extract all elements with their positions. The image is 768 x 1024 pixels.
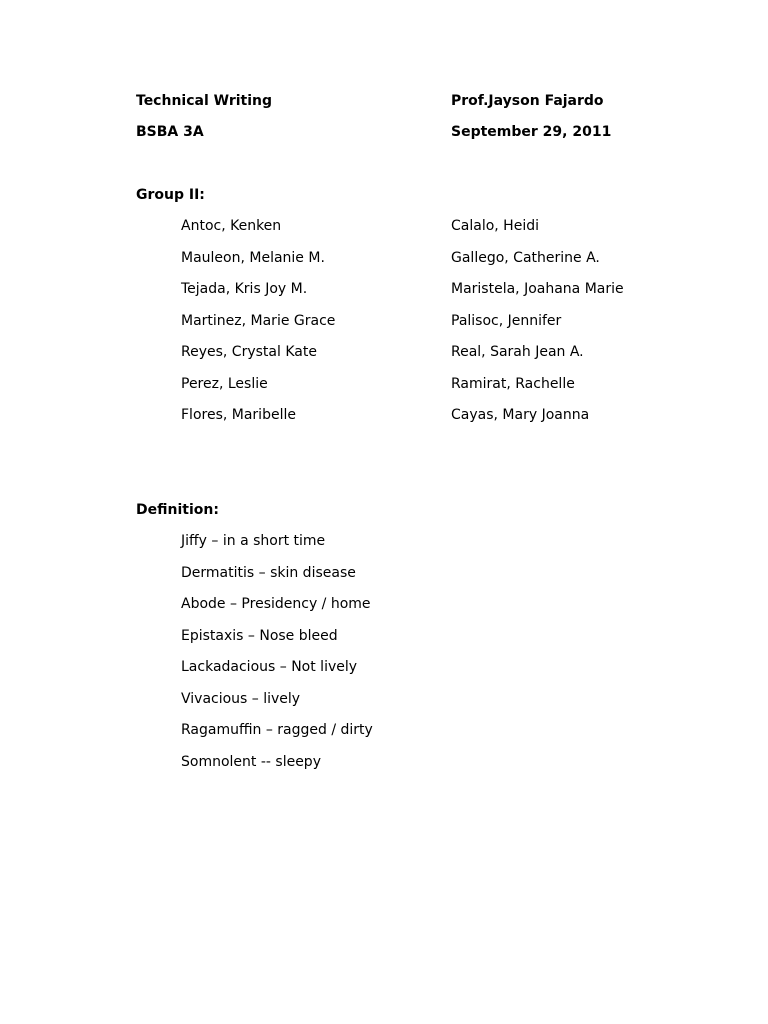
section-label: BSBA 3A: [136, 124, 204, 140]
definition-title: Definition:: [136, 502, 219, 518]
member-name: Palisoc, Jennifer: [451, 313, 562, 329]
definition-item: Lackadacious – Not lively: [181, 659, 358, 675]
definition-item: Jiffy – in a short time: [181, 533, 326, 549]
member-name: Antoc, Kenken: [181, 218, 282, 234]
member-name: Maristela, Joahana Marie: [451, 281, 624, 297]
member-name: Reyes, Crystal Kate: [181, 344, 317, 360]
member-name: Calalo, Heidi: [451, 218, 539, 234]
member-name: Tejada, Kris Joy M.: [181, 281, 308, 297]
document-date: September 29, 2011: [451, 124, 612, 140]
member-name: Cayas, Mary Joanna: [451, 407, 590, 423]
member-name: Flores, Maribelle: [181, 407, 296, 423]
definition-item: Dermatitis – skin disease: [181, 565, 356, 581]
definition-item: Somnolent -- sleepy: [181, 754, 321, 770]
definition-item: Vivacious – lively: [181, 691, 301, 707]
member-name: Gallego, Catherine A.: [451, 250, 600, 266]
member-name: Mauleon, Melanie M.: [181, 250, 325, 266]
member-name: Real, Sarah Jean A.: [451, 344, 584, 360]
course-title: Technical Writing: [136, 93, 273, 109]
group-title: Group II:: [136, 187, 205, 203]
definition-item: Ragamuffin – ragged / dirty: [181, 722, 373, 738]
member-name: Ramirat, Rachelle: [451, 376, 575, 392]
member-name: Perez, Leslie: [181, 376, 268, 392]
definition-item: Epistaxis – Nose bleed: [181, 628, 338, 644]
member-name: Martinez, Marie Grace: [181, 313, 336, 329]
definition-item: Abode – Presidency / home: [181, 596, 371, 612]
professor-name: Prof.Jayson Fajardo: [451, 93, 604, 109]
